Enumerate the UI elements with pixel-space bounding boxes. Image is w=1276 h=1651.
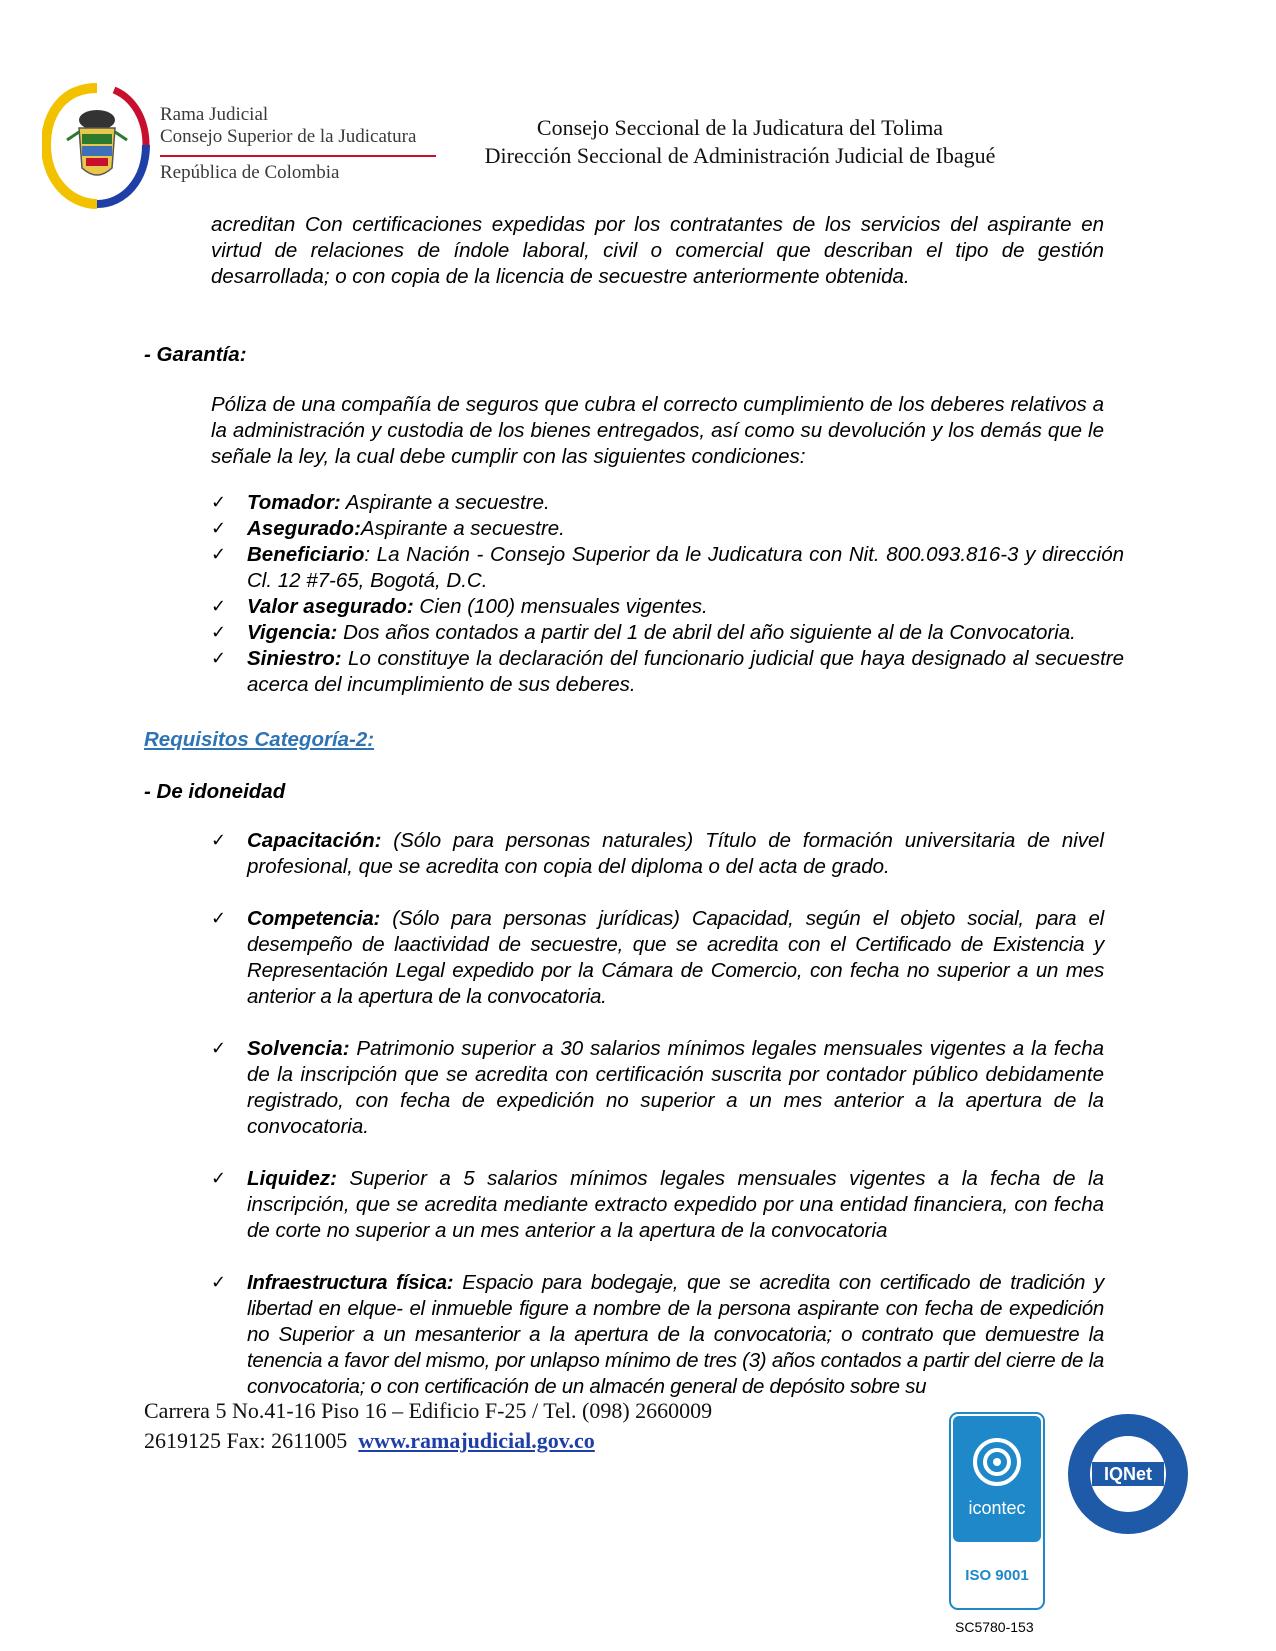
checkmark-icon: ✓	[211, 1272, 226, 1293]
logo-text-republica: República de Colombia	[160, 162, 340, 183]
footer-phones: 2619125 Fax: 2611005	[144, 1428, 348, 1453]
list-item: ✓ Asegurado:Aspirante a secuestre.	[211, 517, 565, 540]
intro-paragraph: acreditan Con certificaciones expedidas por los contratantes de los servicios del aspirante en virtud de relaciones de índole laboral, civil o comercial que describan el tipo de gestión desarrollada; o con copia de la licencia de secuestre anteriormente obtenida.	[211, 213, 1104, 288]
list-item: ✓ Liquidez: Superior a 5 salarios mínimos legales mensuales vigentes a la fecha de la inscripción, que se acredita mediante extracto expedido por una entidad financiera, con fecha de corte no superior a un mes anterior a la apertura de la convocatoria	[211, 1167, 1104, 1242]
checkmark-icon: ✓	[211, 622, 227, 643]
footer-address: Carrera 5 No.41-16 Piso 16 – Edificio F-25 / Tel. (098) 2660009	[144, 1398, 713, 1423]
checkmark-icon: ✓	[211, 518, 227, 539]
list-item: ✓ Siniestro: Lo constituye la declaración del funcionario judicial que haya designado al secuestre acerca del incumplimiento de sus deberes.	[211, 647, 1124, 696]
requisitos-categoria-heading[interactable]: Requisitos Categoría-2:	[144, 728, 375, 751]
header-line-consejo: Consejo Seccional de la Judicatura del Tolima	[536, 115, 944, 140]
list-item: ✓ Infraestructura física: Espacio para bodegaje, que se acredita con certificado de tradición y libertad en elque- el inmueble figure a nombre de la persona aspirante con fecha de expedición no Superior a un mesanterior a la apertura de la convocatoria; o contrato que demuestre la tenencia a favor del mismo, por unlapso mínimo de tres (3) años contados a partir del cierre de la convocatoria; o con certificación de un almacén general de depósito sobre su	[211, 1271, 1104, 1398]
garantia-paragraph: Póliza de una compañía de seguros que cubra el correcto cumplimiento de los deberes relativos a la administración y custodia de los bienes entregados, así como su devolución y los demás que le señale la ley, la cual debe cumplir con las siguientes condiciones:	[211, 393, 1104, 468]
certificate-code: SC5780-153	[955, 1619, 1034, 1635]
website-link[interactable]: www.ramajudicial.gov.co	[358, 1428, 595, 1453]
checkmark-icon: ✓	[211, 596, 227, 617]
list-item: ✓ Vigencia: Dos años contados a partir del 1 de abril del año siguiente al de la Convocatoria.	[211, 621, 1076, 644]
document-header	[440, 114, 1040, 170]
idoneidad-heading: - De idoneidad	[144, 780, 286, 803]
checkmark-icon: ✓	[211, 830, 227, 851]
checkmark-icon: ✓	[211, 1038, 227, 1059]
checkmark-icon: ✓	[211, 544, 227, 565]
list-item: ✓ Tomador: Aspirante a secuestre.	[211, 491, 550, 514]
list-item: ✓ Solvencia: Patrimonio superior a 30 salarios mínimos legales mensuales vigentes a la fecha de la inscripción que se acredita con certificación suscrita por contador público debidamente registrado, con fecha de expedición no superior a un mes anterior a la apertura de la convocatoria.	[211, 1037, 1104, 1138]
checkmark-icon: ✓	[211, 492, 227, 513]
garantia-heading: - Garantía:	[144, 343, 247, 366]
list-item: ✓ Beneficiario: La Nación - Consejo Superior da le Judicatura con Nit. 800.093.816-3 y dirección Cl. 12 #7-65, Bogotá, D.C.	[211, 543, 1124, 592]
list-item: ✓ Valor asegurado: Cien (100) mensuales vigentes.	[211, 595, 708, 618]
logo-divider	[160, 155, 436, 157]
garantia-conditions-list	[211, 490, 1124, 698]
header-line-direccion: Dirección Seccional de Administración Judicial de Ibagué	[484, 143, 996, 168]
iso-label: ISO 9001	[965, 1567, 1029, 1584]
checkmark-icon: ✓	[211, 648, 227, 669]
footer-phones-line	[144, 1426, 712, 1456]
footer-contact	[144, 1396, 712, 1456]
iqnet-label: IQNet	[1103, 1464, 1153, 1484]
list-item: ✓ Competencia: (Sólo para personas jurídicas) Capacidad, según el objeto social, para el desempeño de laactividad de secuestre, que se acredita con el Certificado de Existencia y Representación Legal expedido por la Cámara de Comercio, con fecha no superior a un mes anterior a la apertura de la convocatoria.	[211, 907, 1104, 1008]
logo-text-consejo-superior: Consejo Superior de la Judicatura	[160, 126, 417, 147]
coat-of-arms-icon	[42, 80, 152, 210]
checkmark-icon: ✓	[211, 908, 226, 929]
list-item: ✓ Capacitación: (Sólo para personas naturales) Título de formación universitaria de nivel profesional, que se acredita con copia del diploma o del acta de grado.	[211, 829, 1104, 878]
logo-text-rama-judicial: Rama Judicial	[160, 104, 269, 125]
rama-judicial-logo	[42, 80, 432, 210]
iqnet-certified-badge	[1066, 1412, 1190, 1536]
checkmark-icon: ✓	[211, 1168, 227, 1189]
icontec-iso-9001-badge	[949, 1412, 1045, 1612]
icontec-label: icontec	[968, 1498, 1026, 1518]
